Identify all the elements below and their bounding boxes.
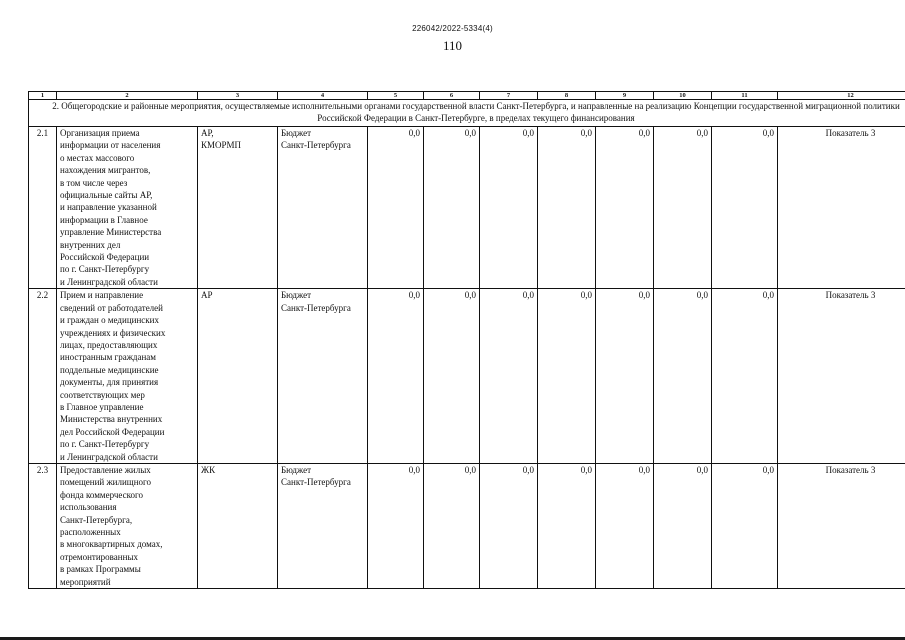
indicator-cell: Показатель 3 xyxy=(778,289,905,464)
indicator-cell: Показатель 3 xyxy=(778,463,905,588)
value-cell: 0,0 xyxy=(596,289,654,464)
executor: АР xyxy=(198,289,278,464)
header-cell: 10 xyxy=(654,92,712,100)
value-cell: 0,0 xyxy=(654,463,712,588)
header-cell: 8 xyxy=(538,92,596,100)
value-cell: 0,0 xyxy=(712,127,778,289)
value-cell: 0,0 xyxy=(480,289,538,464)
value-cell: 0,0 xyxy=(654,127,712,289)
value-cell: 0,0 xyxy=(654,289,712,464)
value-cell: 0,0 xyxy=(596,463,654,588)
header-cell: 2 xyxy=(57,92,198,100)
value-cell: 0,0 xyxy=(538,463,596,588)
header-cell: 11 xyxy=(712,92,778,100)
table-row xyxy=(29,289,905,464)
funding-source: Бюджет Санкт-Петербурга xyxy=(278,127,368,289)
value-cell: 0,0 xyxy=(538,127,596,289)
page-number: 110 xyxy=(442,38,463,53)
value-cell: 0,0 xyxy=(424,463,480,588)
value-cell: 0,0 xyxy=(480,463,538,588)
section-row xyxy=(29,100,905,127)
value-cell: 0,0 xyxy=(368,463,424,588)
table-row xyxy=(29,127,905,289)
row-number: 2.3 xyxy=(29,463,57,588)
funding-source: Бюджет Санкт-Петербурга xyxy=(278,463,368,588)
table-header-row xyxy=(29,92,905,100)
value-cell: 0,0 xyxy=(480,127,538,289)
header-cell: 12 xyxy=(778,92,905,100)
value-cell: 0,0 xyxy=(712,289,778,464)
row-number: 2.1 xyxy=(29,127,57,289)
value-cell: 0,0 xyxy=(368,289,424,464)
header-cell: 1 xyxy=(29,92,57,100)
value-cell: 0,0 xyxy=(538,289,596,464)
section-title: 2. Общегородские и районные мероприятия, осуществляемые исполнительными органами государственной власти Санкт-Петербурга, и направленные на реализацию Концепции государственной миграционной политики Российской Федерации в Санкт-Петербурге, в пределах текущего финансирования xyxy=(29,100,905,127)
header-cell: 3 xyxy=(198,92,278,100)
indicator-cell: Показатель 3 xyxy=(778,127,905,289)
activity-name: Предоставление жилых помещений жилищного фонда коммерческого использования Санкт-Петербурга, расположенных в многоквартирных домах, отремонтированных в рамках Программы мероприятий xyxy=(57,463,198,588)
row-number: 2.2 xyxy=(29,289,57,464)
activity-name: Организация приема информации от населения о местах массового нахождения мигрантов, в том числе через официальные сайты АР, и направление указанной информации в Главное управление Министерства внутренних дел Российской Федерации по г. Санкт-Петербургу и Ленинградской области xyxy=(57,127,198,289)
table-row xyxy=(29,463,905,588)
activity-name: Прием и направление сведений от работодателей и граждан о медицинских учреждениях и физических лицах, предоставляющих иностранным гражданам поддельные медицинские документы, для принятия соответствующих мер в Главное управление Министерства внутренних дел Российской Федерации по г. Санкт-Петербургу и Ленинградской области xyxy=(57,289,198,464)
header-cell: 9 xyxy=(596,92,654,100)
value-cell: 0,0 xyxy=(368,127,424,289)
executor: ЖК xyxy=(198,463,278,588)
value-cell: 0,0 xyxy=(424,289,480,464)
funding-source: Бюджет Санкт-Петербурга xyxy=(278,289,368,464)
header-cell: 4 xyxy=(278,92,368,100)
document-id: 226042/2022-5334(4) xyxy=(412,24,493,33)
value-cell: 0,0 xyxy=(424,127,480,289)
header-cell: 6 xyxy=(424,92,480,100)
program-table xyxy=(28,91,905,589)
scan-top-edge xyxy=(0,0,905,1)
value-cell: 0,0 xyxy=(596,127,654,289)
header-cell: 5 xyxy=(368,92,424,100)
header-cell: 7 xyxy=(480,92,538,100)
executor: АР, КМОРМП xyxy=(198,127,278,289)
value-cell: 0,0 xyxy=(712,463,778,588)
